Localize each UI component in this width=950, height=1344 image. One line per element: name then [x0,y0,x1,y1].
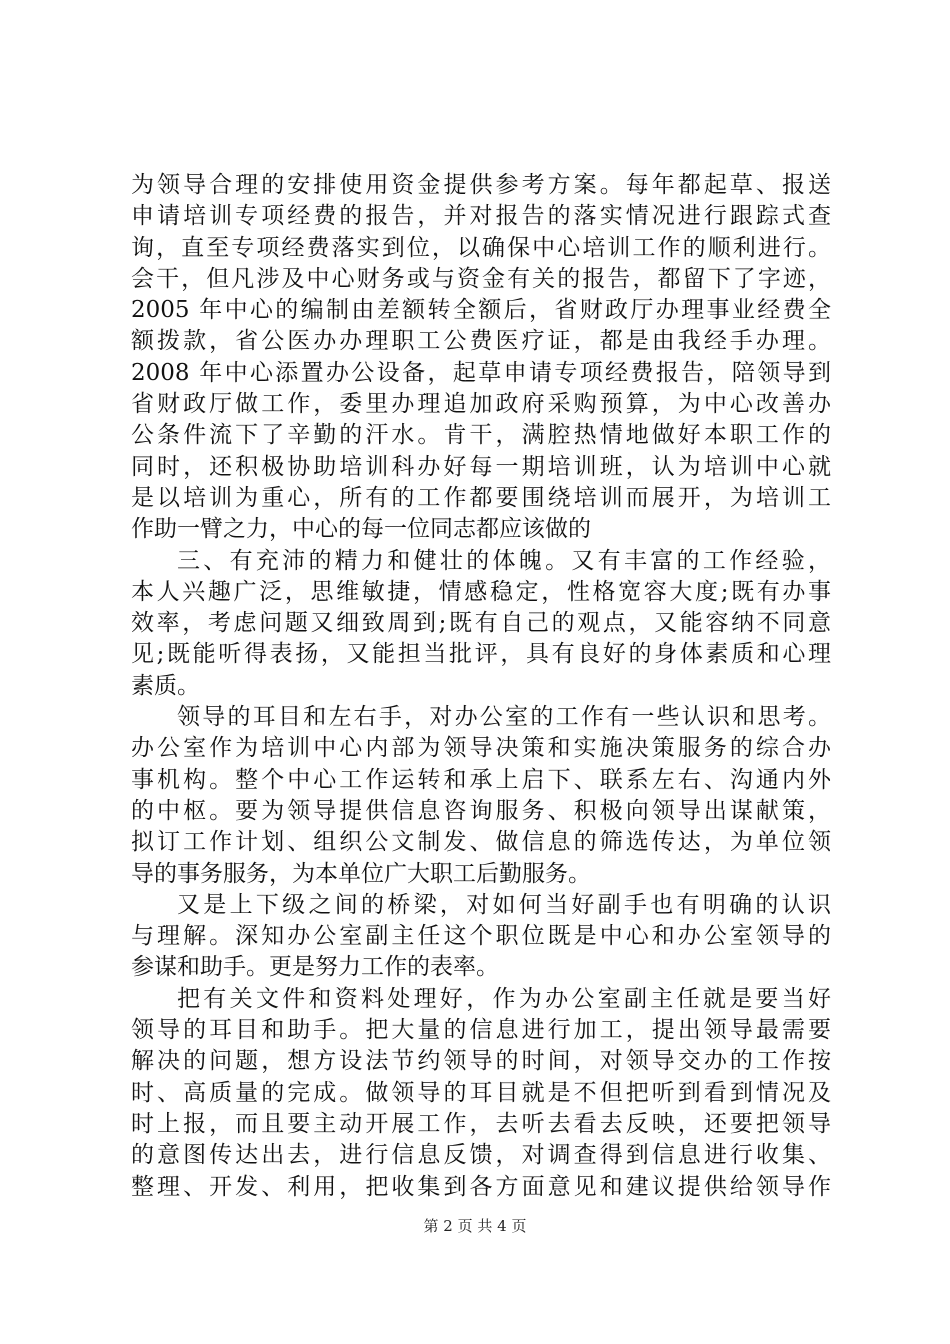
text-line: 是以培训为重心，所有的工作都要围绕培训而展开，为培训工 [131,484,831,511]
text-line: 事机构。整个中心工作运转和承上启下、联系左右、沟通内外 [131,766,831,793]
text-line: 2005 年中心的编制由差额转全额后，省财政厅办理事业经费全 [131,297,831,324]
text-line: 为领导合理的安排使用资金提供参考方案。每年都起草、报送 [131,172,831,198]
text-line: 时上报，而且要主动开展工作，去听去看去反映，还要把领导 [131,1110,831,1137]
text-line: 同时，还积极协助培训科办好每一期培训班，认为培训中心就 [131,453,831,480]
text-line: 办公室作为培训中心内部为领导决策和实施决策服务的综合办 [131,735,831,762]
text-line: 作助一臂之力，中心的每一位同志都应该做的 [131,516,591,543]
text-line: 2008 年中心添置办公设备，起草申请专项经费报告，陪领导到 [131,359,831,386]
text-line: 时、高质量的完成。做领导的耳目就是不但把听到看到情况及 [131,1079,831,1106]
text-line: 公条件流下了辛勤的汗水。肯干，满腔热情地做好本职工作的 [131,422,831,449]
paragraph-start-line: 又是上下级之间的桥梁，对如何当好副手也有明确的认识 [177,891,831,918]
text-line: 解决的问题，想方设法节约领导的时间，对领导交办的工作按 [131,1048,831,1075]
page-number-footer: 第 2 页 共 4 页 [423,1217,527,1235]
text-line: 见;既能听得表扬，又能担当批评，具有良好的身体素质和心理 [131,641,831,668]
text-line: 的中枢。要为领导提供信息咨询服务、积极向领导出谋献策， [131,797,831,824]
text-line: 整理、开发、利用，把收集到各方面意见和建议提供给领导作 [131,1173,831,1200]
text-line: 导的事务服务，为本单位广大职工后勤服务。 [131,860,591,887]
document-body [131,170,831,1203]
text-line: 拟订工作计划、组织公文制发、做信息的筛选传达，为单位领 [131,829,831,856]
text-line: 询，直至专项经费落实到位，以确保中心培训工作的顺利进行。 [131,234,831,261]
text-line: 额拨款，省公医办办理职工公费医疗证，都是由我经手办理。 [131,328,831,355]
paragraph-start-line: 把有关文件和资料处理好，作为办公室副主任就是要当好 [177,985,831,1012]
text-line: 参谋和助手。更是努力工作的表率。 [131,954,499,981]
text-line: 领导的耳目和助手。把大量的信息进行加工，提出领导最需要 [131,1017,831,1044]
text-line: 与理解。深知办公室副主任这个职位既是中心和办公室领导的 [131,923,831,950]
text-line: 会干，但凡涉及中心财务或与资金有关的报告，都留下了字迹， [131,265,831,292]
text-line: 省财政厅做工作，委里办理追加政府采购预算，为中心改善办 [131,391,831,418]
text-line: 本人兴趣广泛，思维敏捷，情感稳定，性格宽容大度;既有办事 [131,578,831,605]
paragraph-start-line: 三、有充沛的精力和健壮的体魄。又有丰富的工作经验， [177,547,831,574]
text-line: 素质。 [131,672,200,699]
paragraph-start-line: 领导的耳目和左右手，对办公室的工作有一些认识和思考。 [177,704,831,731]
text-line: 效率，考虑问题又细致周到;既有自己的观点，又能容纳不同意 [131,610,831,637]
text-line: 申请培训专项经费的报告，并对报告的落实情况进行跟踪式查 [131,203,831,230]
text-line: 的意图传达出去，进行信息反馈，对调查得到信息进行收集、 [131,1142,831,1169]
